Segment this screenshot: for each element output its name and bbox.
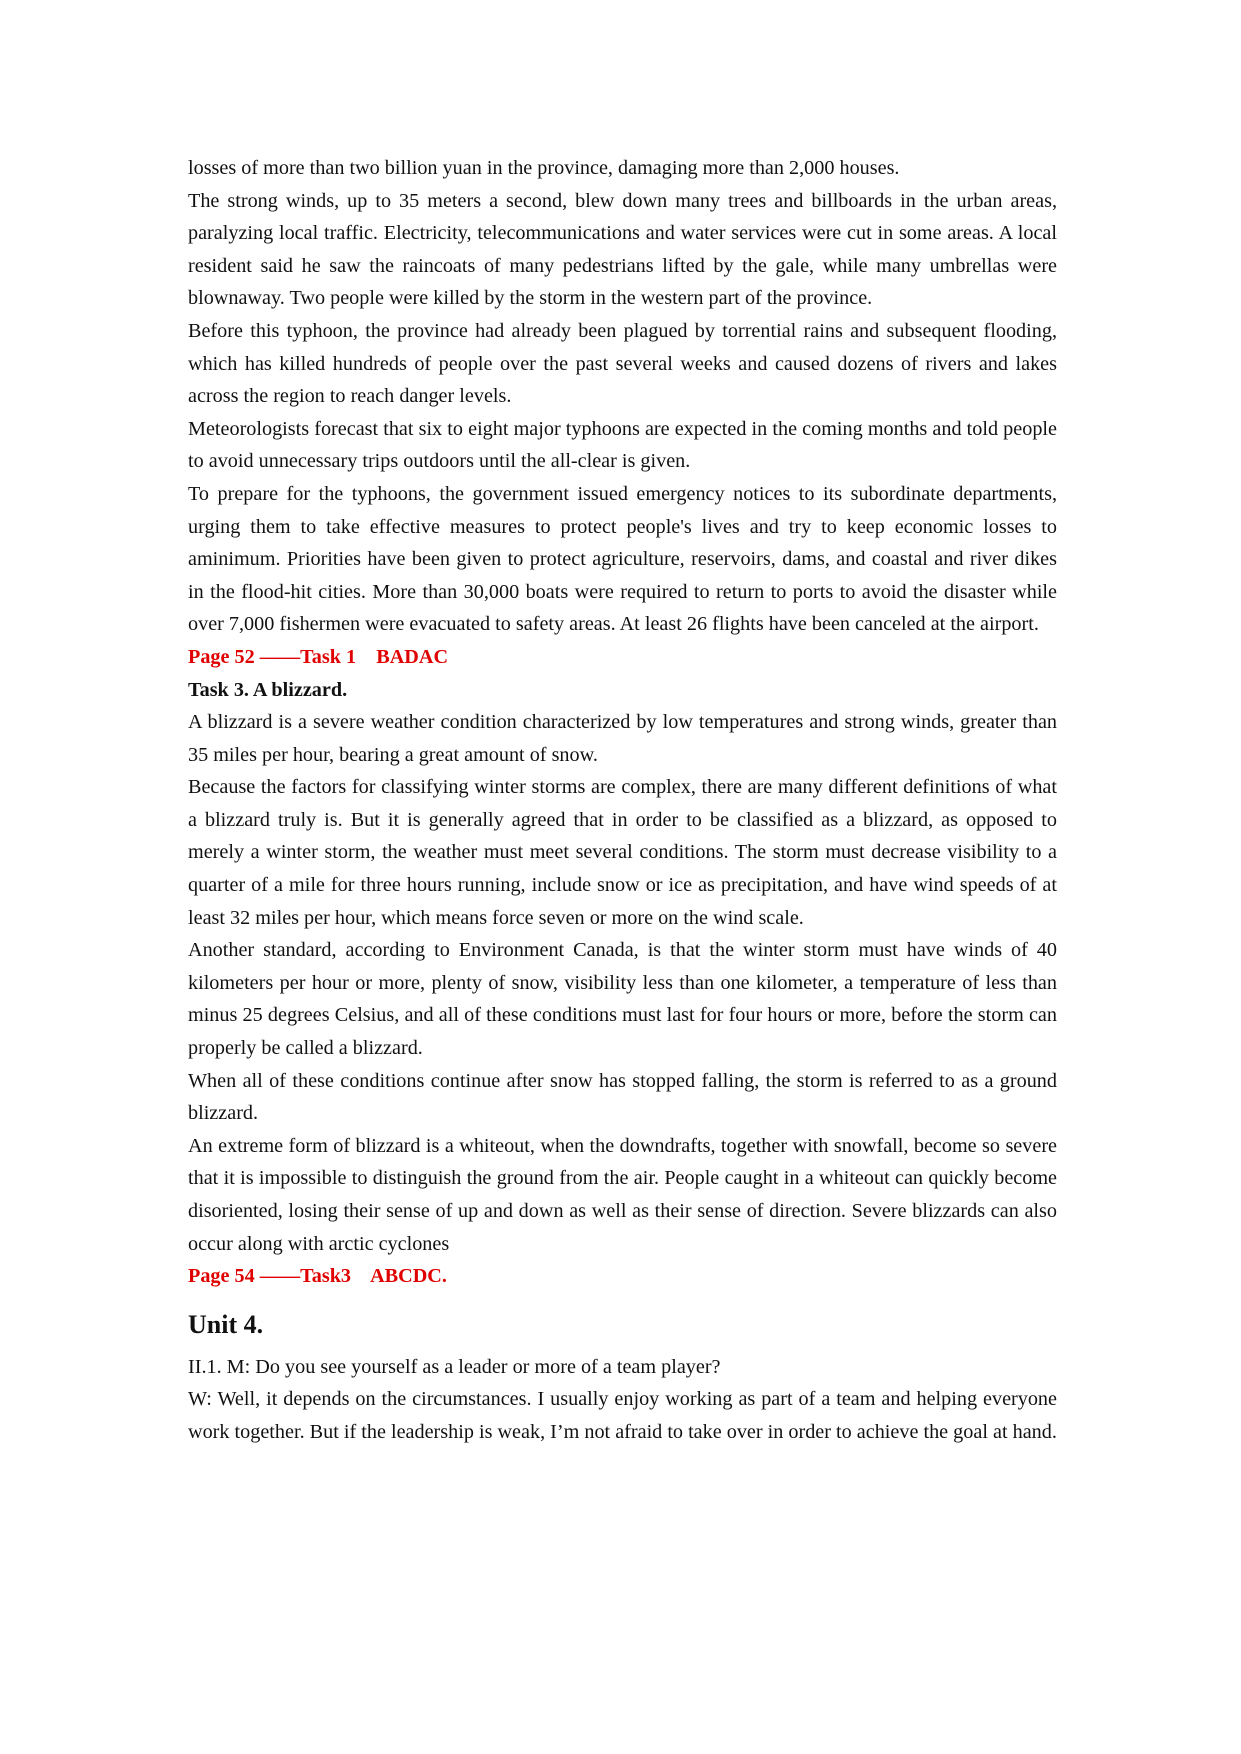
paragraph-strong-winds: The strong winds, up to 35 meters a second, blew down many trees and billboards in the urban areas, paralyzing local traffic. Electricity, telecommunications and water services were cut in some areas. A local resident said he saw the raincoats of many pedestrians lifted by the gale, while many umbrellas were blownaway. Two people were killed by the storm in the western part of the province.	[188, 189, 1057, 310]
paragraph-environment-canada: Another standard, according to Environment Canada, is that the winter storm must have winds of 40 kilometers per hour or more, plenty of snow, visibility less than one kilometer, a temperature of less than minus 25 degrees Celsius, and all of these conditions must last for four hours or more, before the storm can properly be called a blizzard.	[188, 939, 1057, 1060]
paragraph-before-typhoon: Before this typhoon, the province had already been plagued by torrential rains and subsequent flooding, which has killed hundreds of people over the past several weeks and caused dozens of rivers and lakes across the region to reach danger levels.	[188, 319, 1057, 408]
task-3-title: Task 3. A blizzard.	[188, 678, 348, 701]
paragraph-prepare: To prepare for the typhoons, the government issued emergency notices to its subordinate departments, urging them to take effective measures to protect people's lives and try to keep economic losses to aminimum. Priorities have been given to protect agriculture, reservoirs, dams, and coastal and river dikes in the flood-hit cities. More than 30,000 boats were required to return to ports to avoid the disaster while over 7,000 fishermen were evacuated to safety areas. At least 26 flights have been canceled at the airport.	[188, 482, 1057, 636]
answer-page-52: Page 52 ——Task 1 BADAC	[188, 645, 449, 668]
paragraph-blizzard-factors: Because the factors for classifying winter storms are complex, there are many different definitions of what a blizzard truly is. But it is generally agreed that in order to be classified as a blizzard, as opposed to merely a winter storm, the weather must meet several conditions. The storm must decrease visibility to a quarter of a mile for three hours running, include snow or ice as precipitation, and have wind speeds of at least 32 miles per hour, which means force seven or more on the wind scale.	[188, 776, 1057, 929]
unit-4-heading: Unit 4.	[188, 1309, 264, 1339]
paragraph-dialogue-question: II.1. M: Do you see yourself as a leader or more of a team player?	[188, 1355, 721, 1378]
answer-page-54: Page 54 ——Task3 ABCDC.	[188, 1265, 447, 1288]
document-page	[188, 152, 1057, 1449]
paragraph-whiteout: An extreme form of blizzard is a whiteout, when the downdrafts, together with snowfall, become so severe that it is impossible to distinguish the ground from the air. People caught in a whiteout can quickly become disoriented, losing their sense of up and down as well as their sense of direction. Severe blizzards can also occur along with arctic cyclones	[188, 1134, 1057, 1255]
paragraph-typhoon-losses: losses of more than two billion yuan in the province, damaging more than 2,000 houses.	[188, 157, 900, 179]
paragraph-dialogue-answer: W: Well, it depends on the circumstances. I usually enjoy working as part of a team and helping everyone work together. But if the leadership is weak, I’m not afraid to take over in order to achieve the goal at hand.	[188, 1388, 1057, 1443]
paragraph-blizzard-definition: A blizzard is a severe weather condition characterized by low temperatures and strong winds, greater than 35 miles per hour, bearing a great amount of snow.	[188, 711, 1057, 766]
paragraph-forecast: Meteorologists forecast that six to eight major typhoons are expected in the coming months and told people to avoid unnecessary trips outdoors until the all-clear is given.	[188, 417, 1057, 473]
paragraph-ground-blizzard: When all of these conditions continue after snow has stopped falling, the storm is referred to as a ground blizzard.	[188, 1069, 1057, 1125]
